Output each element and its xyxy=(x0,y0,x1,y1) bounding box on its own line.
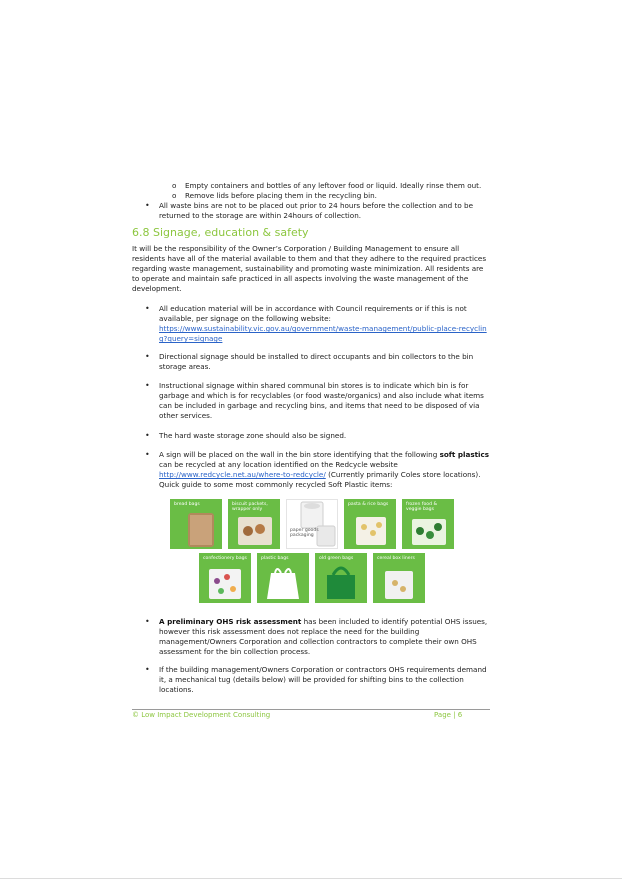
section-heading: 6.8 Signage, education & safety xyxy=(132,226,309,239)
tile-bread-bags xyxy=(170,499,222,549)
tile-label: bread bags xyxy=(174,502,200,507)
bullet-text-bold: A preliminary OHS risk assessment xyxy=(159,617,302,626)
sub-item-rinse xyxy=(172,181,502,191)
bullet-text: has been included to identify potential OHS issues, however this risk assessment does not replace the need for the building management/Owners Corporation and collection contractors to complete their own OHS assessment for the bin collection process. xyxy=(159,617,488,656)
tile-biscuit-packets xyxy=(228,499,280,549)
sub-item-text: Empty containers and bottles of any leftover food or liquid. Ideally rinse them out. xyxy=(185,181,482,190)
plastic-bag-icon xyxy=(257,553,309,603)
sub-item-lids xyxy=(172,191,502,201)
tile-label: biscuit packets, wrapper only xyxy=(232,502,268,513)
bullet-dot: • xyxy=(145,352,150,361)
soft-plastics-guide xyxy=(170,496,460,606)
bullet-dot: • xyxy=(145,617,150,626)
sub-bullet-marker: o xyxy=(172,181,177,190)
tile-label: cereal box liners xyxy=(377,556,415,561)
page-bottom-edge xyxy=(0,878,622,879)
biscuit-icon xyxy=(228,499,280,549)
bullet-text: If the building management/Owners Corporation or contractors OHS requirements demand it, a mechanical tug (details below) will be provided for shifting bins to the collection locations. xyxy=(159,665,487,694)
candy-icon xyxy=(199,553,251,603)
bullet-hard-waste xyxy=(145,431,490,441)
bullet-dot: • xyxy=(145,304,150,313)
pasta-icon xyxy=(344,499,396,549)
bullet-text-post: (Currently primarily Coles store locations). Quick guide to some most commonly recycled Soft Plastic items: xyxy=(159,470,481,489)
bullet-bins-timing xyxy=(145,201,490,221)
signage-link[interactable]: https://www.sustainability.vic.gov.au/government/waste-management/public-place-recycling?query=signage xyxy=(159,324,487,343)
paper-towel-icon xyxy=(287,500,337,548)
green-bag-icon xyxy=(315,553,367,603)
bullet-dot: • xyxy=(145,201,150,210)
bullet-dot: • xyxy=(145,665,150,674)
bullet-mechanical-tug xyxy=(145,665,490,695)
footer-copyright: © Low Impact Development Consulting xyxy=(132,711,271,719)
redcycle-link[interactable]: http://www.redcycle.net.au/where-to-redcycle/ xyxy=(159,470,326,479)
bullet-text: Instructional signage within shared communal bin stores is to indicate which bin is for garbage and which is for recyclables (or food waste/organics) and also include what items can be included in garbage and recycling bins, and items that need to be disposed of via other services. xyxy=(159,381,484,420)
bullet-dot: • xyxy=(145,431,150,440)
sub-list xyxy=(172,181,502,201)
tile-confectionery xyxy=(199,553,251,603)
sub-bullet-marker: o xyxy=(172,191,177,200)
bullet-text: Directional signage should be installed to direct occupants and bin collectors to the bin storage areas. xyxy=(159,352,474,371)
tile-pasta-rice xyxy=(344,499,396,549)
bullet-text: All education material will be in accordance with Council requirements or if this is not available, per signage on the following website: xyxy=(159,304,467,323)
bullet-text: The hard waste storage zone should also be signed. xyxy=(159,431,347,440)
cereal-liner-icon xyxy=(373,553,425,603)
bullet-text-bold: soft plastics xyxy=(439,450,490,459)
tile-label: pasta & rice bags xyxy=(348,502,389,507)
tile-label: old green bags xyxy=(319,556,354,561)
tile-paper-goods xyxy=(286,499,338,549)
bullet-soft-plastics xyxy=(145,450,490,490)
tile-old-green-bags xyxy=(315,553,367,603)
tile-label: frozen food & veggie bags xyxy=(406,502,438,513)
tile-frozen-food xyxy=(402,499,454,549)
bullet-dot: • xyxy=(145,381,150,390)
bullet-ohs-assessment xyxy=(145,617,490,657)
sub-item-text: Remove lids before placing them in the recycling bin. xyxy=(185,191,377,200)
footer-page-number: Page | 6 xyxy=(434,711,463,719)
bullet-directional-signage xyxy=(145,352,490,372)
tile-label: confectionery bags xyxy=(203,556,247,561)
section-intro: It will be the responsibility of the Owner’s Corporation / Building Management to ensure all residents have all of the material available to them and that they adhere to the required practices regarding waste management, sustainability and promoting waste minimization. All residents are to operate and maintain safe practiced in all aspects involving the waste management of the development. xyxy=(132,244,487,293)
bullet-text-mid: can be recycled at any location identified on the Redcycle website xyxy=(159,460,398,469)
tile-cereal-box-liners xyxy=(373,553,425,603)
bullet-instructional-signage xyxy=(145,381,490,421)
footer-divider xyxy=(132,709,490,710)
frozen-veg-icon xyxy=(402,499,454,549)
bullet-text-pre: A sign will be placed on the wall in the bin store identifying that the following xyxy=(159,450,440,459)
bread-bag-icon xyxy=(170,499,222,549)
bullet-text: All waste bins are not to be placed out prior to 24 hours before the collection and to be returned to the storage are within 24hours of collection. xyxy=(159,201,473,220)
tile-label: paper goods packaging xyxy=(290,528,319,539)
bullet-education-material xyxy=(145,304,490,344)
bullet-dot: • xyxy=(145,450,150,459)
tile-plastic-bags xyxy=(257,553,309,603)
tile-label: plastic bags xyxy=(261,556,289,561)
